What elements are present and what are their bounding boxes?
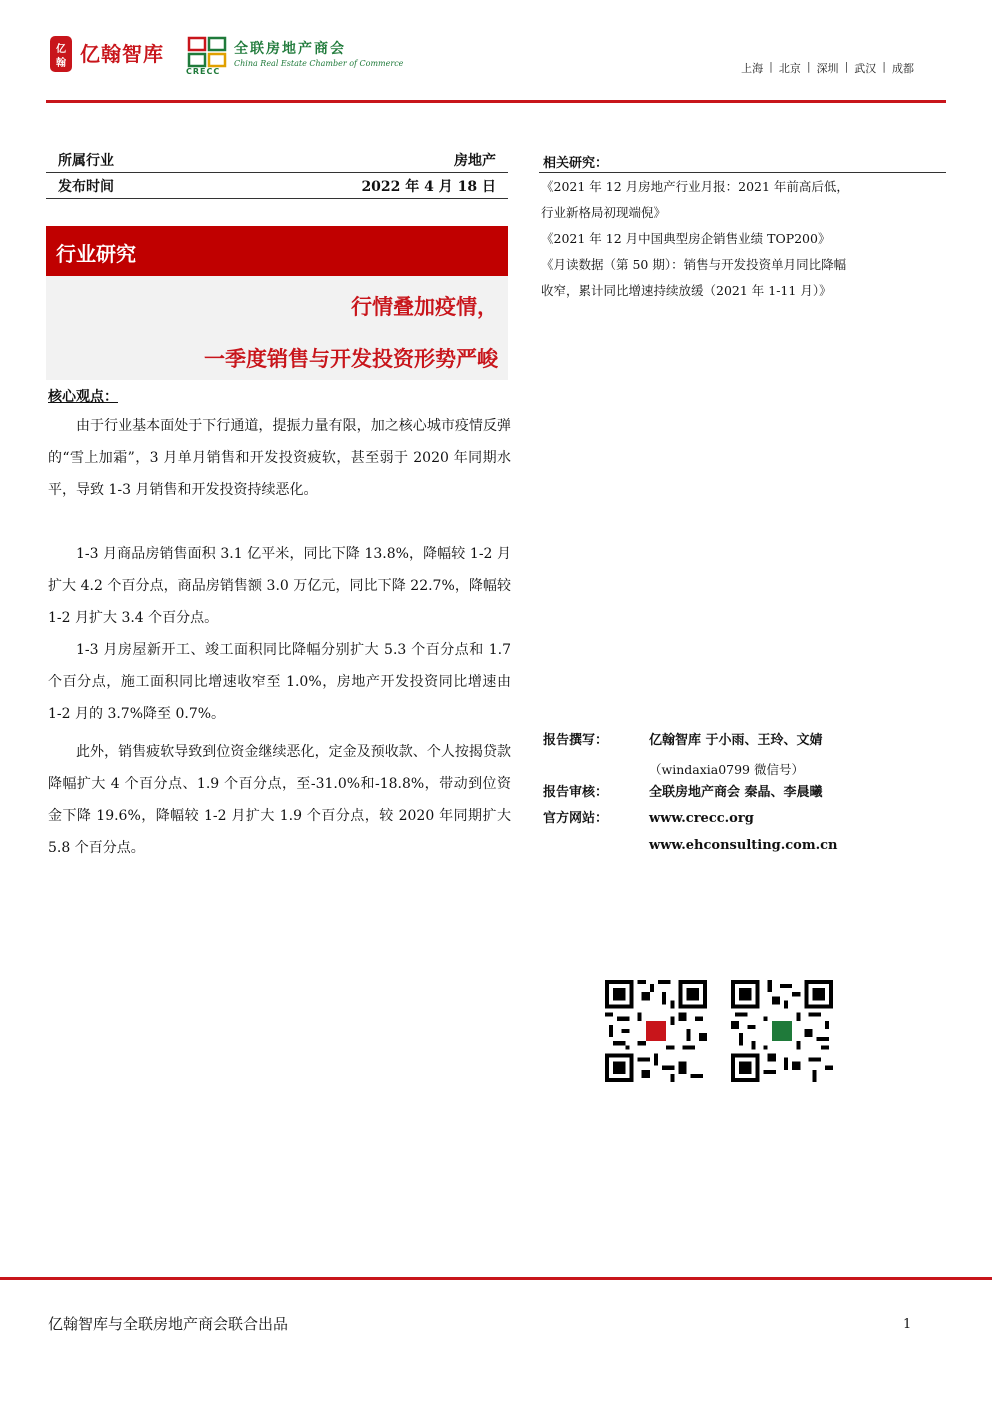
industry-label: 所属行业 [58, 153, 114, 169]
header-divider [46, 100, 946, 103]
website-link-2[interactable]: www.ehconsulting.com.cn [649, 838, 838, 853]
city-item: 深圳 [816, 62, 839, 75]
footer-divider [0, 1277, 992, 1280]
qr-code-crecc [731, 980, 833, 1082]
author-wechat: （windaxia0799 微信号） [649, 762, 804, 777]
related-divider [539, 172, 946, 173]
crecc-logo-mark [187, 36, 227, 68]
meta-date-row [46, 174, 508, 199]
city-item: 上海 [741, 62, 764, 75]
core-paragraph: 由于行业基本面处于下行通道，提振力量有限，加之核心城市疫情反弹的“雪上加霜”，3 月单月销售和开发投资疲软，甚至弱于 2020 年同期水平，导致 1-3 月销售和开发投资持续恶化。 [48, 418, 511, 498]
report-title-line1: 行情叠加疫情， [351, 295, 498, 319]
author-label: 报告撰写： [543, 733, 609, 748]
core-paragraph: 1-3 月房屋新开工、竣工面积同比降幅分别扩大 5.3 个百分点和 1.7 个百分点，施工面积同比增速收窄至 1.0%，房地产开发投资同比增速由 1-2 月的 3.7%降至 0.7%。 [48, 642, 511, 722]
website-row [543, 806, 754, 832]
core-paragraph: 1-3 月商品房销售面积 3.1 亿平米，同比下降 13.8%，降幅较 1-2 月扩大 4.2 个百分点，商品房销售额 3.0 万亿元，同比下降 22.7%，降幅较 1-2 月扩大 3.4 个百分点。 [48, 546, 511, 626]
date-value: 2022 年 4 月 18 日 [361, 179, 496, 195]
ehconsulting-logo-mark [48, 34, 74, 74]
ehconsulting-logo-text: 亿翰智库 [80, 42, 164, 66]
crecc-name-en: China Real Estate Chamber of Commerce [234, 59, 404, 68]
crecc-name-cn: 全联房地产商会 [234, 41, 346, 57]
core-points-label: 核心观点： [48, 389, 118, 405]
website-label: 官方网站： [543, 811, 609, 826]
svg-text:翰: 翰 [56, 58, 66, 69]
qr-code-ehconsulting [605, 980, 707, 1082]
city-list: 上海 | 北京 | 深圳 | 武汉 | 成都 [741, 60, 914, 75]
review-value: 全联房地产商会 秦晶、李晨曦 [649, 785, 823, 800]
footer-publisher: 亿翰智库与全联房地产商会联合出品 [48, 1315, 289, 1333]
city-item: 武汉 [854, 62, 877, 75]
city-item: 成都 [892, 62, 914, 75]
date-label: 发布时间 [58, 179, 114, 195]
review-row [543, 780, 823, 806]
crecc-abbr: CRECC [186, 67, 221, 76]
related-research-label: 相关研究： [543, 156, 609, 171]
report-title-line2: 一季度销售与开发投资形势严峻 [204, 347, 498, 371]
page-number: 1 [903, 1317, 912, 1332]
logo-mark-text: 亿 [56, 44, 66, 55]
core-paragraph: 此外，销售疲软导致到位资金继续恶化，定金及预收款、个人按揭贷款降幅扩大 4 个百分点、1.9 个百分点，至-31.0%和-18.8%，带动到位资金下降 19.6%，降幅较 1-2 月扩大 1.9 个百分点，较 2020 年同期扩大 5.8 个百分点。 [48, 744, 511, 856]
meta-industry-row [46, 148, 508, 173]
review-label: 报告审核： [543, 785, 609, 800]
related-item[interactable]: 《月读数据（第 50 期）：销售与开发投资单月同比降幅收窄，累计同比增速持续放缓（2021 年 1-11 月）》 [541, 257, 847, 298]
author-row [543, 728, 823, 754]
related-item[interactable]: 《2021 年 12 月中国典型房企销售业绩 TOP200》 [541, 231, 831, 246]
website-link-1[interactable]: www.crecc.org [649, 811, 754, 826]
related-item[interactable]: 《2021 年 12 月房地产行业月报：2021 年前高后低，行业新格局初现端倪》 [541, 179, 849, 220]
section-banner-text: 行业研究 [56, 242, 136, 266]
city-item: 北京 [778, 62, 801, 75]
author-value: 亿翰智库 于小雨、王玲、文婧 [649, 733, 823, 748]
industry-value: 房地产 [454, 153, 496, 169]
